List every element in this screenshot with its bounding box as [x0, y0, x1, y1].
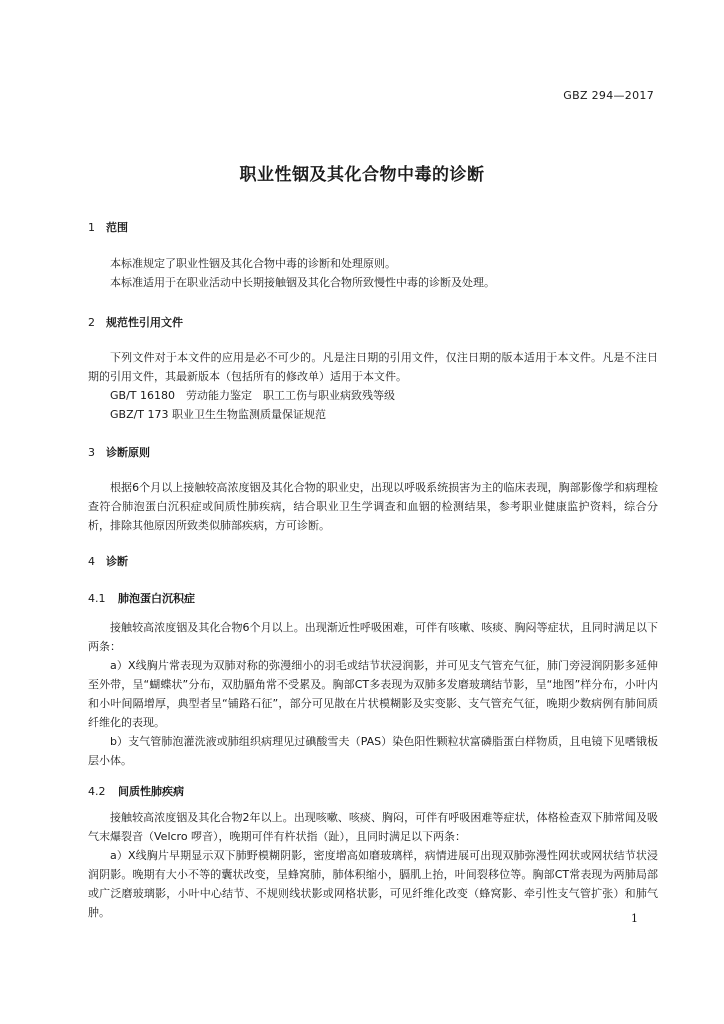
section-heading: [88, 314, 658, 331]
subsection-4-1-body: [88, 618, 658, 770]
section-heading: [88, 553, 658, 570]
paragraph: 根据6个月以上接触较高浓度铟及其化合物的职业史，出现以呼吸系统损害为主的临床表现，胸部影像学和病理检查符合肺泡蛋白沉积症或间质性肺疾病，结合职业卫生学调查和血铟的检测结果，参考职业健康监护资料，综合分析，排除其他原因所致类似肺部疾病，方可诊断。: [88, 481, 658, 532]
subsection-title: 肺泡蛋白沉积症: [118, 592, 195, 605]
paragraph: 下列文件对于本文件的应用是必不可少的。凡是注日期的引用文件，仅注日期的版本适用于本文件。凡是不注日期的引用文件，其最新版本（包括所有的修改单）适用于本文件。: [88, 351, 658, 383]
section-2: [88, 314, 658, 331]
reference-item: GBZ/T 173 职业卫生生物监测质量保证规范: [110, 408, 327, 421]
section-title: 范围: [106, 221, 128, 234]
standard-code: GBZ 294—2017: [563, 89, 654, 102]
subsection-4-2: [88, 783, 658, 800]
paragraph: 接触较高浓度铟及其化合物6个月以上。出现渐近性呼吸困难，可伴有咳嗽、咳痰、胸闷等症状，且同时满足以下两条：: [88, 621, 658, 653]
section-1: [88, 219, 658, 236]
section-number: 2: [88, 316, 95, 329]
reference-item: GB/T 16180 劳动能力鉴定 职工工伤与职业病致残等级: [110, 389, 395, 402]
subsection-heading: [88, 590, 658, 607]
section-3-body: [88, 478, 658, 535]
subsection-number: 4.2: [88, 785, 106, 798]
page-number: 1: [631, 912, 638, 925]
section-number: 4: [88, 555, 95, 568]
section-heading: [88, 219, 658, 236]
section-number: 1: [88, 221, 95, 234]
list-item: b）支气管肺泡灌洗液或肺组织病理见过碘酸雪夫（PAS）染色阳性颗粒状富磷脂蛋白样物质，且电镜下见嗜锇板层小体。: [88, 735, 658, 767]
section-title: 诊断原则: [106, 446, 150, 459]
section-2-body: [88, 348, 658, 424]
paragraph: 本标准适用于在职业活动中长期接触铟及其化合物所致慢性中毒的诊断及处理。: [110, 276, 495, 289]
subsection-title: 间质性肺疾病: [118, 785, 184, 798]
subsection-heading: [88, 783, 658, 800]
section-1-body: [88, 254, 658, 292]
section-4: [88, 553, 658, 570]
paragraph: 接触较高浓度铟及其化合物2年以上。出现咳嗽、咳痰、胸闷，可伴有呼吸困难等症状，体格检查双下肺常闻及吸气末爆裂音（Velcro 啰音），晚期可伴有杵状指（趾），且同时满足以下两条：: [88, 811, 658, 843]
paragraph: 本标准规定了职业性铟及其化合物中毒的诊断和处理原则。: [110, 257, 396, 270]
section-title: 诊断: [106, 555, 128, 568]
section-title: 规范性引用文件: [106, 316, 183, 329]
subsection-number: 4.1: [88, 592, 106, 605]
subsection-4-1: [88, 590, 658, 607]
section-number: 3: [88, 446, 95, 459]
list-item: a）X线胸片早期显示双下肺野模糊阴影，密度增高如磨玻璃样，病情进展可出现双肺弥漫性网状或网状结节状浸润阴影。晚期有大小不等的囊状改变，呈蜂窝肺，肺体积缩小，膈肌上抬，叶间裂移位等。胸部CT常表现为两肺局部或广泛磨玻璃影，小叶中心结节、不规则线状影或网格状影，可见纤维化改变（蜂窝影、牵引性支气管扩张）和肺气肿。: [88, 849, 658, 919]
document-title: 职业性铟及其化合物中毒的诊断: [239, 165, 485, 185]
section-heading: [88, 444, 658, 461]
subsection-4-2-body: [88, 808, 658, 922]
section-3: [88, 444, 658, 461]
list-item: a）X线胸片常表现为双肺对称的弥漫细小的羽毛或结节状浸润影，并可见支气管充气征，肺门旁浸润阴影多延伸至外带，呈“蝴蝶状”分布，双肋膈角常不受累及。胸部CT多表现为双肺多发磨玻璃结节影，呈“地图”样分布，小叶内和小叶间隔增厚，典型者呈“铺路石征”，部分可见散在片状模糊影及实变影、支气管充气征，晚期少数病例有肺间质纤维化的表现。: [88, 659, 658, 729]
